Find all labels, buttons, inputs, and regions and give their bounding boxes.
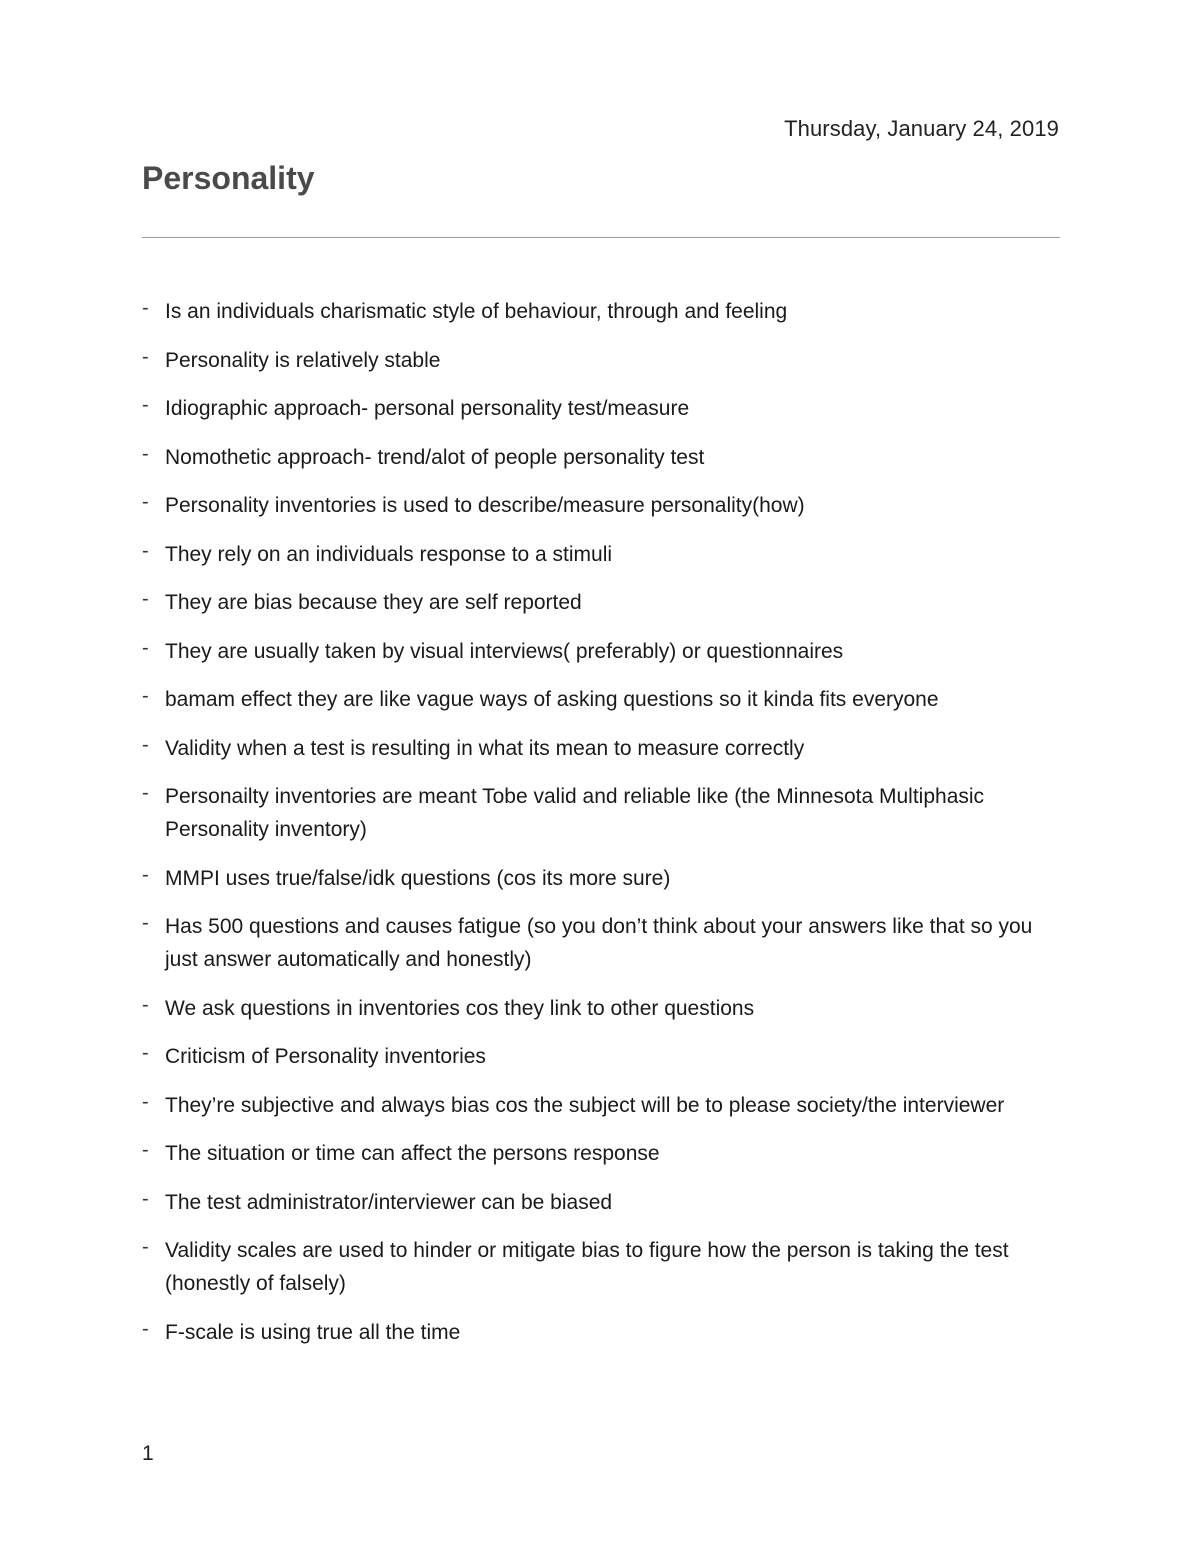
note-item [142, 780, 1060, 846]
bullet-dash: - [142, 733, 149, 756]
note-text: The test administrator/interviewer can be biased [165, 1190, 613, 1214]
note-text: Validity when a test is resulting in what its mean to measure correctly [165, 736, 805, 760]
note-text: Personailty inventories are meant Tobe valid and reliable like (the Minnesota Multiphasic Personality inventory) [165, 785, 985, 841]
note-text: They’re subjective and always bias cos the subject will be to please society/the interviewer [165, 1093, 1005, 1117]
bullet-dash: - [142, 297, 149, 319]
bullet-dash: - [142, 636, 149, 659]
bullet-dash: - [142, 1042, 149, 1064]
note-item [142, 538, 1060, 571]
bullet-dash: - [142, 1317, 149, 1340]
note-item [142, 732, 1060, 765]
note-text: Criticism of Personality inventories [165, 1045, 486, 1068]
note-item [142, 295, 1060, 328]
note-text: They rely on an individuals response to a stimuli [165, 542, 613, 566]
note-item [142, 1040, 1060, 1073]
note-item [142, 910, 1060, 976]
bullet-dash: - [142, 394, 149, 416]
note-item [142, 1186, 1060, 1219]
document-title: Personality [142, 160, 315, 196]
note-text: Nomothetic approach- trend/alot of people personality test [165, 445, 705, 469]
note-item [142, 441, 1060, 474]
bullet-dash: - [142, 588, 149, 610]
note-item [142, 344, 1060, 377]
note-text: Idiographic approach- personal personality test/measure [165, 397, 690, 420]
note-text: They are bias because they are self reported [165, 591, 582, 614]
document-date: Thursday, January 24, 2019 [784, 116, 1059, 141]
bullet-dash: - [142, 539, 149, 562]
note-text: We ask questions in inventories cos they link to other questions [165, 996, 755, 1020]
note-text: They are usually taken by visual interviews( preferably) or questionnaires [165, 639, 844, 663]
bullet-dash: - [142, 993, 149, 1016]
note-text: Is an individuals charismatic style of behaviour, through and feeling [165, 300, 788, 323]
bullet-dash: - [142, 1139, 149, 1161]
note-item [142, 1234, 1060, 1300]
note-text: Personality is relatively stable [165, 348, 441, 372]
bullet-dash: - [142, 1187, 149, 1210]
notes-list [142, 295, 1060, 1364]
note-item [142, 992, 1060, 1025]
note-text: Has 500 questions and causes fatigue (so you don’t think about your answers like that so you just answer automatically and honestly) [165, 915, 1033, 971]
note-text: F-scale is using true all the time [165, 1320, 461, 1344]
note-item [142, 862, 1060, 895]
bullet-dash: - [142, 442, 149, 465]
note-item [142, 635, 1060, 668]
bullet-dash: - [142, 1090, 149, 1113]
note-text: The situation or time can affect the persons response [165, 1142, 660, 1165]
bullet-dash: - [142, 782, 149, 804]
note-item [142, 1137, 1060, 1170]
title-divider [142, 237, 1060, 238]
bullet-dash: - [142, 912, 149, 934]
bullet-dash: - [142, 345, 149, 368]
note-text: MMPI uses true/false/idk questions (cos its more sure) [165, 866, 671, 890]
note-text: Validity scales are used to hinder or mitigate bias to figure how the person is taking the test (honestly of falsely) [165, 1239, 1009, 1295]
note-item [142, 1316, 1060, 1349]
note-item [142, 489, 1060, 522]
bullet-dash: - [142, 863, 149, 886]
bullet-dash: - [142, 491, 149, 513]
note-item [142, 683, 1060, 716]
note-item [142, 392, 1060, 425]
note-text: bamam effect they are like vague ways of asking questions so it kinda fits everyone [165, 688, 939, 711]
bullet-dash: - [142, 1236, 149, 1258]
note-text: Personality inventories is used to describe/measure personality(how) [165, 494, 805, 517]
page-number: 1 [142, 1442, 154, 1465]
note-item [142, 1089, 1060, 1122]
note-item [142, 586, 1060, 619]
bullet-dash: - [142, 685, 149, 707]
